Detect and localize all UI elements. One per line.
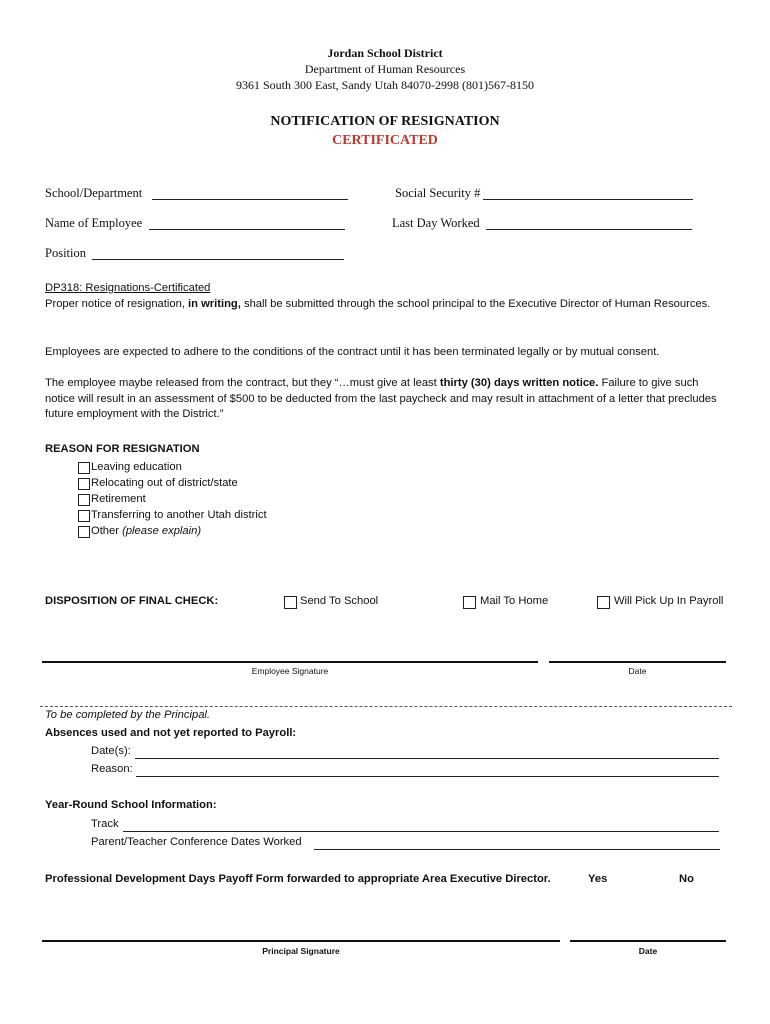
school-department-field[interactable] bbox=[152, 199, 348, 200]
principal-date-caption: Date bbox=[638, 946, 658, 956]
pick-up-label: Will Pick Up In Payroll bbox=[614, 595, 724, 607]
other-label: Other (please explain) bbox=[91, 525, 202, 537]
reason-label: Reason: bbox=[91, 763, 133, 775]
pick-up-checkbox[interactable] bbox=[597, 596, 610, 609]
retirement-checkbox[interactable] bbox=[78, 494, 90, 506]
principal-signature-caption: Principal Signature bbox=[262, 946, 340, 956]
position-label: Position bbox=[45, 246, 86, 260]
pd-yes[interactable]: Yes bbox=[588, 873, 608, 885]
school-department-label: School/Department bbox=[45, 186, 143, 200]
transferring-checkbox[interactable] bbox=[78, 510, 90, 522]
principal-signature-line[interactable] bbox=[42, 940, 560, 942]
last-day-field[interactable] bbox=[486, 229, 692, 230]
leaving-education-checkbox[interactable] bbox=[78, 462, 90, 474]
position-field[interactable] bbox=[92, 259, 344, 260]
reason-field[interactable] bbox=[136, 776, 719, 777]
reason-heading: REASON FOR RESIGNATION bbox=[45, 443, 200, 455]
social-security-label: Social Security # bbox=[395, 186, 481, 200]
other-checkbox[interactable] bbox=[78, 526, 90, 538]
track-field[interactable] bbox=[123, 831, 719, 832]
mail-to-home-checkbox[interactable] bbox=[463, 596, 476, 609]
org-name: Jordan School District bbox=[327, 46, 443, 60]
retirement-label: Retirement bbox=[91, 493, 146, 505]
page-subtitle: CERTIFICATED bbox=[332, 133, 438, 148]
relocating-label: Relocating out of district/state bbox=[91, 477, 238, 489]
employee-date-line[interactable] bbox=[549, 661, 726, 663]
principal-date-line[interactable] bbox=[570, 940, 726, 942]
section-divider bbox=[40, 706, 732, 707]
disposition-heading: DISPOSITION OF FINAL CHECK: bbox=[45, 595, 219, 607]
last-day-label: Last Day Worked bbox=[392, 216, 480, 230]
pd-no[interactable]: No bbox=[679, 873, 694, 885]
principal-note: To be completed by the Principal. bbox=[45, 709, 211, 721]
send-to-school-label: Send To School bbox=[300, 595, 379, 607]
relocating-checkbox[interactable] bbox=[78, 478, 90, 490]
employee-signature-line[interactable] bbox=[42, 661, 538, 663]
policy-paragraph-3: The employee maybe released from the contract, but they “…must give at least thirty (30) days written notice. Failure to give such notice will result in an assessment of $500 to be deducted from the last paycheck and may result in attachment of a letter that precludes future employment with the District.” bbox=[45, 377, 717, 421]
conference-field[interactable] bbox=[314, 849, 720, 850]
mail-to-home-label: Mail To Home bbox=[480, 595, 549, 607]
pd-payoff-text: Professional Development Days Payoff Form forwarded to appropriate Area Executive Director. bbox=[45, 873, 551, 885]
transferring-label: Transferring to another Utah district bbox=[91, 509, 267, 521]
policy-paragraph-2: Employees are expected to adhere to the conditions of the contract until it has been terminated legally or by mutual consent. bbox=[45, 346, 660, 358]
employee-date-caption: Date bbox=[628, 666, 647, 676]
policy-paragraph-1: Proper notice of resignation, in writing, shall be submitted through the school principal to the Executive Director of Human Resources. bbox=[45, 298, 711, 310]
leaving-education-label: Leaving education bbox=[91, 461, 182, 473]
address-line: 9361 South 300 East, Sandy Utah 84070-2998 (801)567-8150 bbox=[236, 78, 534, 92]
track-label: Track bbox=[91, 818, 119, 830]
employee-signature-caption: Employee Signature bbox=[251, 666, 329, 676]
policy-code: DP318: Resignations-Certificated bbox=[45, 282, 211, 294]
dates-label: Date(s): bbox=[91, 745, 131, 757]
employee-name-field[interactable] bbox=[149, 229, 345, 230]
send-to-school-checkbox[interactable] bbox=[284, 596, 297, 609]
department-name: Department of Human Resources bbox=[304, 62, 466, 76]
page-title: NOTIFICATION OF RESIGNATION bbox=[270, 114, 500, 129]
conference-label: Parent/Teacher Conference Dates Worked bbox=[91, 836, 302, 848]
absences-heading: Absences used and not yet reported to Payroll: bbox=[45, 727, 297, 739]
year-round-heading: Year-Round School Information: bbox=[45, 799, 217, 811]
social-security-field[interactable] bbox=[483, 199, 693, 200]
dates-field[interactable] bbox=[135, 758, 719, 759]
employee-name-label: Name of Employee bbox=[45, 216, 143, 230]
